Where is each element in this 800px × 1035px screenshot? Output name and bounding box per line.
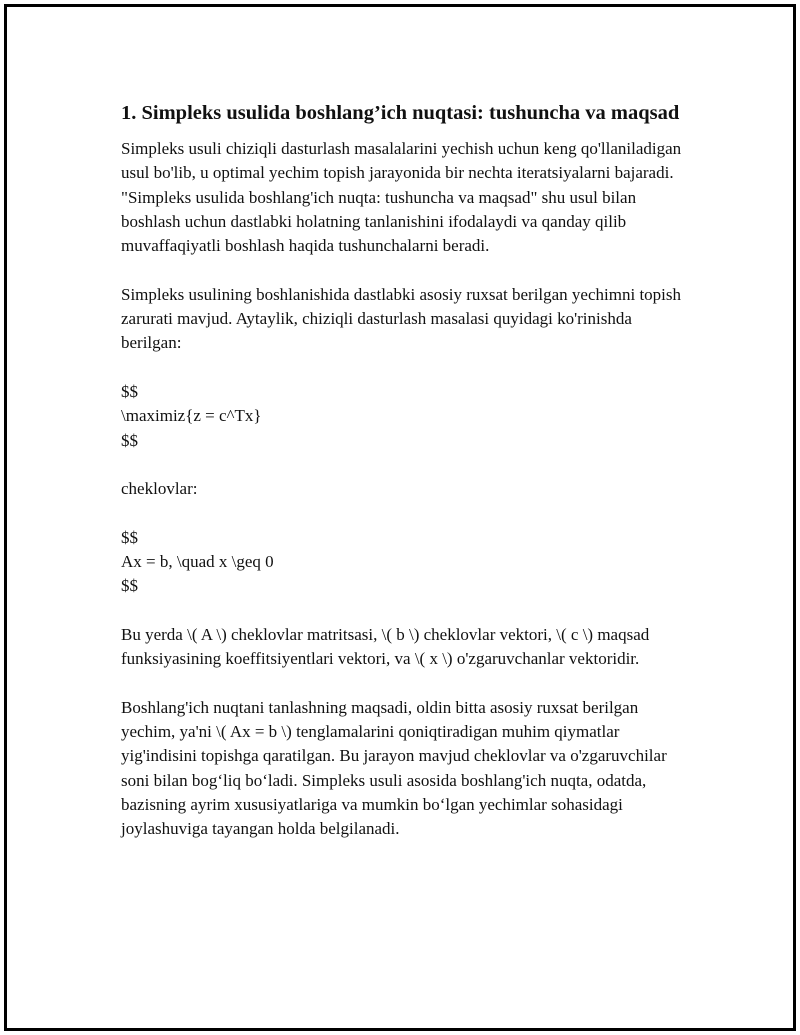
document-body (121, 99, 691, 866)
math-delimiter-close: $$ (121, 430, 138, 450)
paragraph-initial-solution: Simpleks usulining boshlanishida dastlabki asosiy ruxsat berilgan yechimni topish zarurati mavjud. Aytaylik, chiziqli dasturlash masalasi quyidagi ko'rinishda berilgan: (121, 284, 682, 353)
paragraph-purpose: Boshlang'ich nuqtani tanlashning maqsadi, oldin bitta asosiy ruxsat berilgan yechim, ya'ni \( Ax = b \) tenglamalarini qoniqtiradigan muhim qiymatlar yig'indisini topishga qaratilgan. Bu jarayon mavjud cheklovlar va o'zgaruvchilar soni bilan bog‘liq bo‘ladi. Simpleks usuli asosida boshlang'ich nuqta, odatda, bazisning ayrim xususiyatlariga va mumkin bo‘lgan yechimlar sohasidagi joylashuviga tayangan holda belgilanadi. (121, 697, 667, 839)
document-page (4, 4, 796, 1031)
paragraph-intro: Simpleks usuli chiziqli dasturlash masalalarini yechish uchun keng qo'llaniladigan usul bo'lib, u optimal yechim topish jarayonida bir nechta iteratsiyalarni bajaradi. "Simpleks usulida boshlang'ich nuqta: tushuncha va maqsad" shu usul bilan boshlash uchun dastlabki holatning tanlanishini ifodalaydi va qanday qilib muvaffaqiyatli boshlash haqida tushunchalarni beradi. (121, 139, 682, 256)
constraints-formula (121, 526, 691, 599)
math-expression: Ax = b, \quad x \geq 0 (121, 552, 274, 572)
section-heading: 1. Simpleks usulida boshlang’ich nuqtasi: tushuncha va maqsad (121, 102, 680, 124)
math-delimiter-close: $$ (121, 576, 138, 596)
objective-formula (121, 380, 691, 453)
math-delimiter-open: $$ (121, 527, 138, 547)
math-delimiter-open: $$ (121, 381, 138, 401)
paragraph-constraints-label: cheklovlar: (121, 479, 198, 499)
math-expression: \maximiz{z = c^Tx} (121, 406, 262, 426)
paragraph-definitions: Bu yerda \( A \) cheklovlar matritsasi, \( b \) cheklovlar vektori, \( c \) maqsad funksiyasining koeffitsiyentlari vektori, va \( x \) o'zgaruvchanlar vektoridir. (121, 624, 650, 669)
